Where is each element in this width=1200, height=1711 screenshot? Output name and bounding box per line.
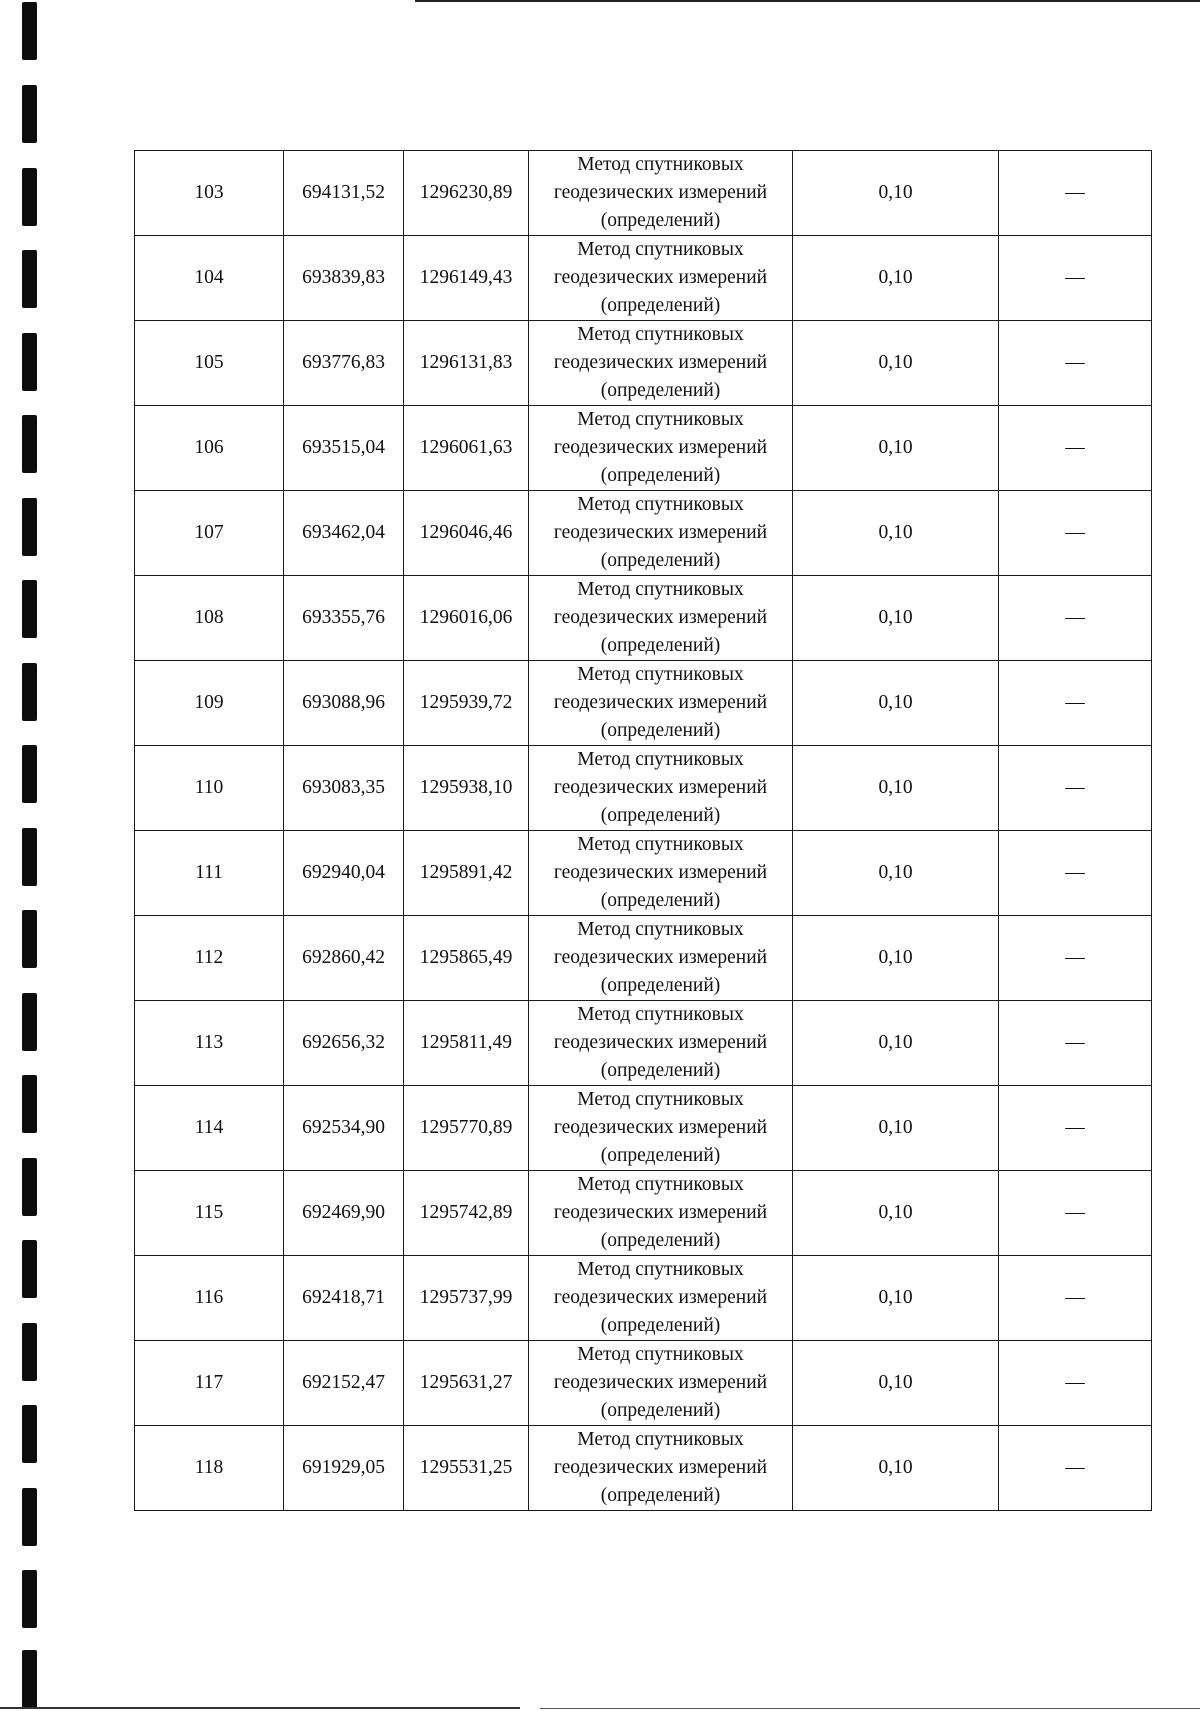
method-text: геодезических измерений: [553, 862, 768, 883]
method-text: (определений): [600, 1230, 721, 1251]
coordinate-x: 692860,42: [284, 916, 404, 1001]
point-number: 110: [135, 746, 284, 831]
method-cell: [529, 831, 793, 916]
method-text: (определений): [600, 720, 721, 741]
accuracy-value: 0,10: [793, 1256, 999, 1341]
method-cell: [529, 491, 793, 576]
bottom-scan-rule-right: [540, 1708, 1200, 1709]
binding-hole: [22, 2, 37, 60]
coordinate-y: 1295811,49: [404, 1001, 529, 1086]
method-text: геодезических измерений: [553, 1457, 768, 1478]
coordinate-y: 1296230,89: [404, 151, 529, 236]
point-description: —: [999, 1341, 1152, 1426]
point-description: —: [999, 1001, 1152, 1086]
method-text: геодезических измерений: [553, 947, 768, 968]
coordinate-x: 692152,47: [284, 1341, 404, 1426]
binding-hole: [22, 828, 37, 886]
method-text: (определений): [600, 380, 721, 401]
point-description: —: [999, 831, 1152, 916]
method-text: Метод спутниковых: [577, 664, 744, 685]
method-cell: [529, 406, 793, 491]
method-cell: [529, 1086, 793, 1171]
binding-hole: [22, 1488, 37, 1546]
method-text: (определений): [600, 635, 721, 656]
coordinate-y: 1295770,89: [404, 1086, 529, 1171]
accuracy-value: 0,10: [793, 831, 999, 916]
binding-hole: [22, 168, 37, 226]
method-text: Метод спутниковых: [577, 834, 744, 855]
accuracy-value: 0,10: [793, 1171, 999, 1256]
accuracy-value: 0,10: [793, 916, 999, 1001]
point-number: 117: [135, 1341, 284, 1426]
coordinate-y: 1295865,49: [404, 916, 529, 1001]
method-cell: [529, 576, 793, 661]
binding-hole: [22, 1075, 37, 1133]
point-description: —: [999, 746, 1152, 831]
method-cell: [529, 916, 793, 1001]
point-description: —: [999, 916, 1152, 1001]
method-text: (определений): [600, 550, 721, 571]
coordinate-y: 1295531,25: [404, 1426, 529, 1511]
method-text: Метод спутниковых: [577, 579, 744, 600]
point-number: 104: [135, 236, 284, 321]
point-description: —: [999, 321, 1152, 406]
point-description: —: [999, 406, 1152, 491]
point-description: —: [999, 661, 1152, 746]
coordinates-table: [134, 150, 1152, 1511]
method-text: геодезических измерений: [553, 1202, 768, 1223]
table-row: [135, 406, 1152, 491]
method-text: (определений): [600, 1060, 721, 1081]
method-text: (определений): [600, 805, 721, 826]
coordinate-x: 692534,90: [284, 1086, 404, 1171]
coordinate-y: 1295631,27: [404, 1341, 529, 1426]
accuracy-value: 0,10: [793, 746, 999, 831]
binding-hole: [22, 415, 37, 473]
method-text: (определений): [600, 210, 721, 231]
binding-hole: [22, 663, 37, 721]
coordinate-x: 693462,04: [284, 491, 404, 576]
coordinate-y: 1296016,06: [404, 576, 529, 661]
point-description: —: [999, 236, 1152, 321]
method-cell: [529, 1426, 793, 1511]
point-description: —: [999, 491, 1152, 576]
coordinate-y: 1295742,89: [404, 1171, 529, 1256]
accuracy-value: 0,10: [793, 1086, 999, 1171]
method-text: (определений): [600, 975, 721, 996]
coordinate-y: 1295938,10: [404, 746, 529, 831]
table-row: [135, 151, 1152, 236]
table-row: [135, 746, 1152, 831]
method-text: Метод спутниковых: [577, 919, 744, 940]
coordinate-x: 692418,71: [284, 1256, 404, 1341]
method-cell: [529, 151, 793, 236]
method-cell: [529, 1341, 793, 1426]
point-number: 113: [135, 1001, 284, 1086]
top-scan-rule: [415, 0, 1200, 2]
table-row: [135, 1086, 1152, 1171]
method-text: геодезических измерений: [553, 1117, 768, 1138]
point-description: —: [999, 1426, 1152, 1511]
coordinate-x: 692469,90: [284, 1171, 404, 1256]
method-text: Метод спутниковых: [577, 1174, 744, 1195]
method-text: геодезических измерений: [553, 692, 768, 713]
coordinate-x: 693776,83: [284, 321, 404, 406]
coordinate-y: 1296061,63: [404, 406, 529, 491]
method-text: геодезических измерений: [553, 1032, 768, 1053]
accuracy-value: 0,10: [793, 1001, 999, 1086]
coordinate-x: 691929,05: [284, 1426, 404, 1511]
binding-hole: [22, 993, 37, 1051]
method-text: Метод спутниковых: [577, 1344, 744, 1365]
coordinate-y: 1296149,43: [404, 236, 529, 321]
method-text: (определений): [600, 465, 721, 486]
table-row: [135, 491, 1152, 576]
method-cell: [529, 321, 793, 406]
method-text: (определений): [600, 295, 721, 316]
table-row: [135, 236, 1152, 321]
point-description: —: [999, 576, 1152, 661]
method-text: геодезических измерений: [553, 182, 768, 203]
point-number: 103: [135, 151, 284, 236]
point-number: 116: [135, 1256, 284, 1341]
binding-hole: [22, 1405, 37, 1463]
method-text: геодезических измерений: [553, 352, 768, 373]
coordinate-y: 1295737,99: [404, 1256, 529, 1341]
accuracy-value: 0,10: [793, 1341, 999, 1426]
binding-hole: [22, 1570, 37, 1628]
coordinate-y: 1296131,83: [404, 321, 529, 406]
binding-hole: [22, 250, 37, 308]
coordinate-x: 694131,52: [284, 151, 404, 236]
binding-hole: [22, 1650, 37, 1708]
coordinate-y: 1296046,46: [404, 491, 529, 576]
method-text: Метод спутниковых: [577, 409, 744, 430]
table-row: [135, 576, 1152, 661]
binding-holes: [22, 0, 38, 1711]
table-row: [135, 1001, 1152, 1086]
binding-hole: [22, 333, 37, 391]
method-text: Метод спутниковых: [577, 494, 744, 515]
binding-hole: [22, 1240, 37, 1298]
point-number: 108: [135, 576, 284, 661]
method-text: (определений): [600, 1400, 721, 1421]
point-number: 112: [135, 916, 284, 1001]
coordinate-x: 693839,83: [284, 236, 404, 321]
method-text: геодезических измерений: [553, 1372, 768, 1393]
method-text: (определений): [600, 1485, 721, 1506]
coordinate-y: 1295891,42: [404, 831, 529, 916]
method-text: Метод спутниковых: [577, 749, 744, 770]
binding-hole: [22, 910, 37, 968]
method-text: (определений): [600, 890, 721, 911]
binding-hole: [22, 580, 37, 638]
method-text: Метод спутниковых: [577, 1429, 744, 1450]
accuracy-value: 0,10: [793, 321, 999, 406]
accuracy-value: 0,10: [793, 1426, 999, 1511]
method-text: геодезических измерений: [553, 522, 768, 543]
point-description: —: [999, 1086, 1152, 1171]
method-cell: [529, 1001, 793, 1086]
point-number: 105: [135, 321, 284, 406]
point-number: 114: [135, 1086, 284, 1171]
method-text: геодезических измерений: [553, 1287, 768, 1308]
point-number: 109: [135, 661, 284, 746]
method-text: Метод спутниковых: [577, 239, 744, 260]
method-text: (определений): [600, 1315, 721, 1336]
coordinate-y: 1295939,72: [404, 661, 529, 746]
method-text: Метод спутниковых: [577, 324, 744, 345]
point-number: 118: [135, 1426, 284, 1511]
coordinate-x: 693083,35: [284, 746, 404, 831]
accuracy-value: 0,10: [793, 576, 999, 661]
coordinate-x: 692656,32: [284, 1001, 404, 1086]
coordinate-x: 693088,96: [284, 661, 404, 746]
coordinate-x: 693355,76: [284, 576, 404, 661]
method-text: Метод спутниковых: [577, 1004, 744, 1025]
point-number: 106: [135, 406, 284, 491]
accuracy-value: 0,10: [793, 661, 999, 746]
binding-hole: [22, 1323, 37, 1381]
point-description: —: [999, 1171, 1152, 1256]
table-row: [135, 831, 1152, 916]
point-number: 115: [135, 1171, 284, 1256]
method-text: геодезических измерений: [553, 267, 768, 288]
accuracy-value: 0,10: [793, 406, 999, 491]
accuracy-value: 0,10: [793, 151, 999, 236]
method-cell: [529, 236, 793, 321]
table-row: [135, 1426, 1152, 1511]
binding-hole: [22, 1158, 37, 1216]
method-text: геодезических измерений: [553, 777, 768, 798]
method-text: геодезических измерений: [553, 607, 768, 628]
method-text: Метод спутниковых: [577, 1259, 744, 1280]
coordinate-x: 692940,04: [284, 831, 404, 916]
binding-hole: [22, 745, 37, 803]
method-cell: [529, 661, 793, 746]
point-number: 111: [135, 831, 284, 916]
point-number: 107: [135, 491, 284, 576]
point-description: —: [999, 151, 1152, 236]
table-row: [135, 916, 1152, 1001]
method-cell: [529, 1171, 793, 1256]
coordinates-table-body: [135, 151, 1152, 1511]
coordinate-x: 693515,04: [284, 406, 404, 491]
table-row: [135, 1341, 1152, 1426]
binding-hole: [22, 498, 37, 556]
method-text: Метод спутниковых: [577, 154, 744, 175]
method-text: Метод спутниковых: [577, 1089, 744, 1110]
accuracy-value: 0,10: [793, 236, 999, 321]
accuracy-value: 0,10: [793, 491, 999, 576]
table-row: [135, 1171, 1152, 1256]
table-row: [135, 661, 1152, 746]
bottom-scan-rule: [0, 1707, 520, 1709]
method-cell: [529, 1256, 793, 1341]
method-cell: [529, 746, 793, 831]
table-row: [135, 1256, 1152, 1341]
table-row: [135, 321, 1152, 406]
binding-hole: [22, 85, 37, 143]
method-text: геодезических измерений: [553, 437, 768, 458]
method-text: (определений): [600, 1145, 721, 1166]
point-description: —: [999, 1256, 1152, 1341]
